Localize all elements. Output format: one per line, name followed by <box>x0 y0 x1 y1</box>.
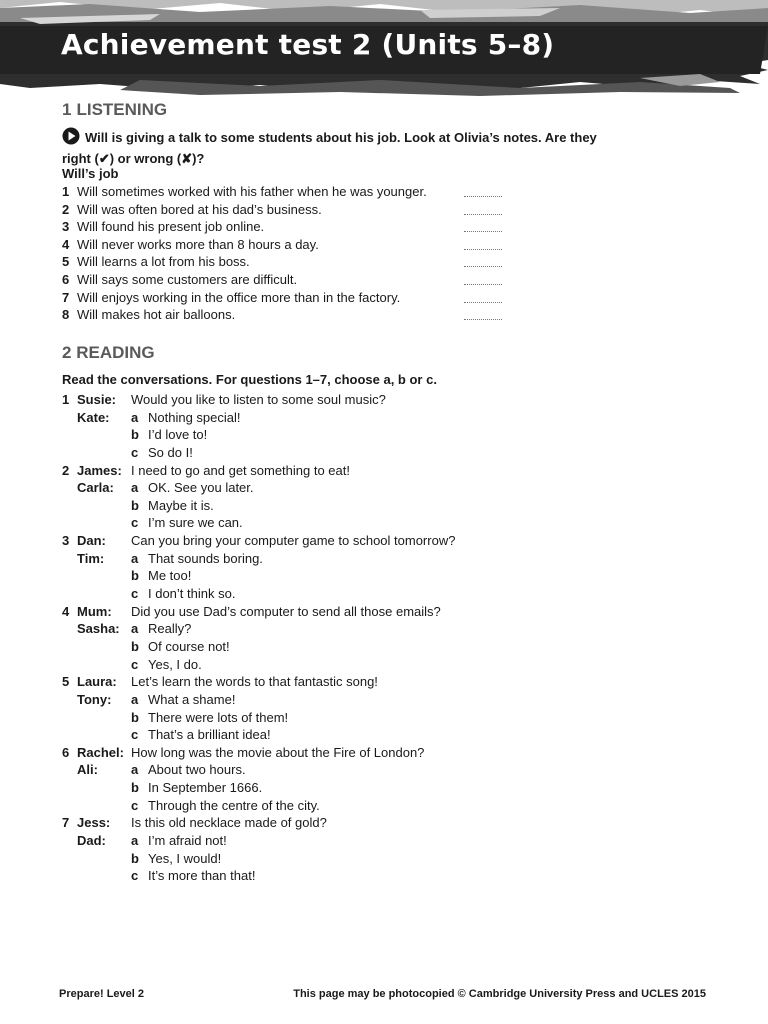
option-row[interactable] <box>62 691 562 709</box>
option-row[interactable] <box>62 832 562 850</box>
option-row[interactable] <box>62 444 562 462</box>
option-row[interactable] <box>62 514 562 532</box>
option-letter: c <box>131 444 139 460</box>
speaker-name: Laura: <box>77 674 117 690</box>
item-number: 3 <box>62 219 70 235</box>
option-row[interactable] <box>62 497 562 515</box>
list-item <box>62 306 522 324</box>
speaker-name: Mum: <box>77 603 112 619</box>
option-letter: a <box>131 621 139 637</box>
question-line <box>62 391 562 409</box>
option-row[interactable] <box>62 726 562 744</box>
option-letter: a <box>131 409 139 425</box>
list-item <box>62 236 522 254</box>
question-text: Can you bring your computer game to school tomorrow? <box>131 533 456 549</box>
option-text: That sounds boring. <box>148 550 263 566</box>
item-text: Will was often bored at his dad’s business. <box>77 201 322 217</box>
question-text: Did you use Dad’s computer to send all those emails? <box>131 603 441 619</box>
option-text: Me too! <box>148 568 192 584</box>
listening-instructions <box>62 127 622 167</box>
option-row[interactable] <box>62 761 562 779</box>
option-text: What a shame! <box>148 691 236 707</box>
item-number: 1 <box>62 184 70 199</box>
option-letter: c <box>131 515 139 531</box>
speaker-name: Rachel: <box>77 744 124 760</box>
item-text: Will sometimes worked with his father when he was younger. <box>77 184 427 199</box>
section-title: READING <box>76 343 155 362</box>
item-number: 7 <box>62 289 70 305</box>
option-letter: a <box>131 833 139 849</box>
option-text: That’s a brilliant idea! <box>148 727 271 743</box>
list-item <box>62 201 522 219</box>
section-number: 2 <box>62 343 72 362</box>
question-number: 7 <box>62 815 70 831</box>
question-number: 5 <box>62 674 70 690</box>
option-row[interactable] <box>62 479 562 497</box>
answer-blank[interactable] <box>464 292 502 303</box>
option-letter: a <box>131 762 139 778</box>
option-text: Through the centre of the city. <box>148 797 320 813</box>
listening-items <box>62 183 522 324</box>
item-number: 5 <box>62 254 70 270</box>
question-text: I need to go and get something to eat! <box>131 462 350 478</box>
audio-play-icon <box>62 127 80 150</box>
item-text: Will enjoys working in the office more than in the factory. <box>77 289 401 305</box>
option-text: Nothing special! <box>148 409 241 425</box>
list-item <box>62 289 522 307</box>
option-text: So do I! <box>148 444 193 460</box>
option-text: I’d love to! <box>148 427 208 443</box>
answer-blank[interactable] <box>464 221 502 232</box>
question-line <box>62 462 562 480</box>
list-item <box>62 271 522 289</box>
speaker-name: Susie: <box>77 392 117 407</box>
option-row[interactable] <box>62 585 562 603</box>
speaker-name: Tony: <box>77 691 112 707</box>
option-text: OK. See you later. <box>148 480 254 496</box>
list-item <box>62 218 522 236</box>
option-text: Yes, I would! <box>148 850 222 866</box>
header-band <box>0 0 768 100</box>
answer-blank[interactable] <box>464 239 502 250</box>
answer-blank[interactable] <box>464 204 502 215</box>
option-letter: b <box>131 780 139 796</box>
question-number: 2 <box>62 462 70 478</box>
option-row[interactable] <box>62 867 562 885</box>
option-letter: b <box>131 427 139 443</box>
item-number: 2 <box>62 201 70 217</box>
option-letter: c <box>131 797 139 813</box>
item-text: Will found his present job online. <box>77 219 265 235</box>
option-row[interactable] <box>62 620 562 638</box>
question-number: 3 <box>62 533 70 549</box>
option-letter: c <box>131 656 139 672</box>
option-text: I don’t think so. <box>148 586 236 602</box>
reading-heading <box>62 343 155 363</box>
speaker-name: James: <box>77 462 122 478</box>
answer-blank[interactable] <box>464 274 502 285</box>
speaker-name: Ali: <box>77 762 98 778</box>
question-number: 6 <box>62 744 70 760</box>
answer-blank[interactable] <box>464 256 502 267</box>
option-row[interactable] <box>62 567 562 585</box>
speaker-name: Kate: <box>77 409 110 425</box>
footer-level: Prepare! Level 2 <box>59 988 144 1000</box>
option-row[interactable] <box>62 779 562 797</box>
item-number: 4 <box>62 236 70 252</box>
question-text: How long was the movie about the Fire of London? <box>131 744 425 760</box>
option-row[interactable] <box>62 409 562 427</box>
option-letter: b <box>131 568 139 584</box>
option-text: Really? <box>148 621 192 637</box>
reading-instructions: Read the conversations. For questions 1–7, choose a, b or c. <box>62 372 437 387</box>
reading-questions <box>62 391 562 885</box>
item-text: Will never works more than 8 hours a day. <box>77 236 319 252</box>
option-letter: a <box>131 480 139 496</box>
question-line <box>62 673 562 691</box>
option-letter: c <box>131 868 139 884</box>
item-number: 8 <box>62 307 70 323</box>
option-row[interactable] <box>62 709 562 727</box>
option-text: In September 1666. <box>148 780 263 796</box>
option-letter: b <box>131 497 139 513</box>
option-text: I’m sure we can. <box>148 515 243 531</box>
option-row[interactable] <box>62 638 562 656</box>
question-line <box>62 744 562 762</box>
option-text: It’s more than that! <box>148 868 256 884</box>
listening-heading <box>62 100 167 120</box>
footer-copyright: This page may be photocopied © Cambridge University Press and UCLES 2015 <box>293 988 706 1000</box>
question-number: 4 <box>62 603 70 619</box>
question-line <box>62 532 562 550</box>
answer-blank[interactable] <box>464 309 502 320</box>
speaker-name: Dan: <box>77 533 106 549</box>
option-letter: b <box>131 709 139 725</box>
question-number: 1 <box>62 392 70 407</box>
option-letter: c <box>131 586 139 602</box>
option-row[interactable] <box>62 550 562 568</box>
list-item <box>62 183 522 201</box>
option-letter: a <box>131 691 139 707</box>
section-title: LISTENING <box>76 100 168 119</box>
instructions-text: Will is giving a talk to some students about his job. Look at Olivia’s notes. Are they right (✔) or wrong (✘)? <box>62 130 597 166</box>
speaker-name: Dad: <box>77 833 106 849</box>
list-item <box>62 253 522 271</box>
page-title: Achievement test 2 (Units 5–8) <box>61 28 555 61</box>
item-text: Will makes hot air balloons. <box>77 307 236 323</box>
option-text: Of course not! <box>148 638 230 654</box>
section-number: 1 <box>62 100 72 119</box>
question-text: Is this old necklace made of gold? <box>131 815 327 831</box>
option-text: Yes, I do. <box>148 656 202 672</box>
option-letter: a <box>131 550 139 566</box>
option-text: I’m afraid not! <box>148 833 227 849</box>
item-text: Will learns a lot from his boss. <box>77 254 250 270</box>
speaker-name: Tim: <box>77 550 105 566</box>
option-letter: c <box>131 727 139 743</box>
question-text: Let’s learn the words to that fantastic song! <box>131 674 378 690</box>
listening-subheading: Will’s job <box>62 166 119 181</box>
speaker-name: Sasha: <box>77 621 120 637</box>
option-letter: b <box>131 638 139 654</box>
option-row[interactable] <box>62 797 562 815</box>
question-line <box>62 603 562 621</box>
option-text: About two hours. <box>148 762 246 778</box>
question-line <box>62 814 562 832</box>
question-text: Would you like to listen to some soul music? <box>131 392 386 407</box>
answer-blank[interactable] <box>464 186 502 197</box>
option-row[interactable] <box>62 850 562 868</box>
option-text: There were lots of them! <box>148 709 289 725</box>
item-number: 6 <box>62 271 70 287</box>
speaker-name: Jess: <box>77 815 111 831</box>
speaker-name: Carla: <box>77 480 114 496</box>
option-text: Maybe it is. <box>148 497 214 513</box>
option-letter: b <box>131 850 139 866</box>
option-row[interactable] <box>62 656 562 674</box>
item-text: Will says some customers are difficult. <box>77 271 298 287</box>
option-row[interactable] <box>62 426 562 444</box>
